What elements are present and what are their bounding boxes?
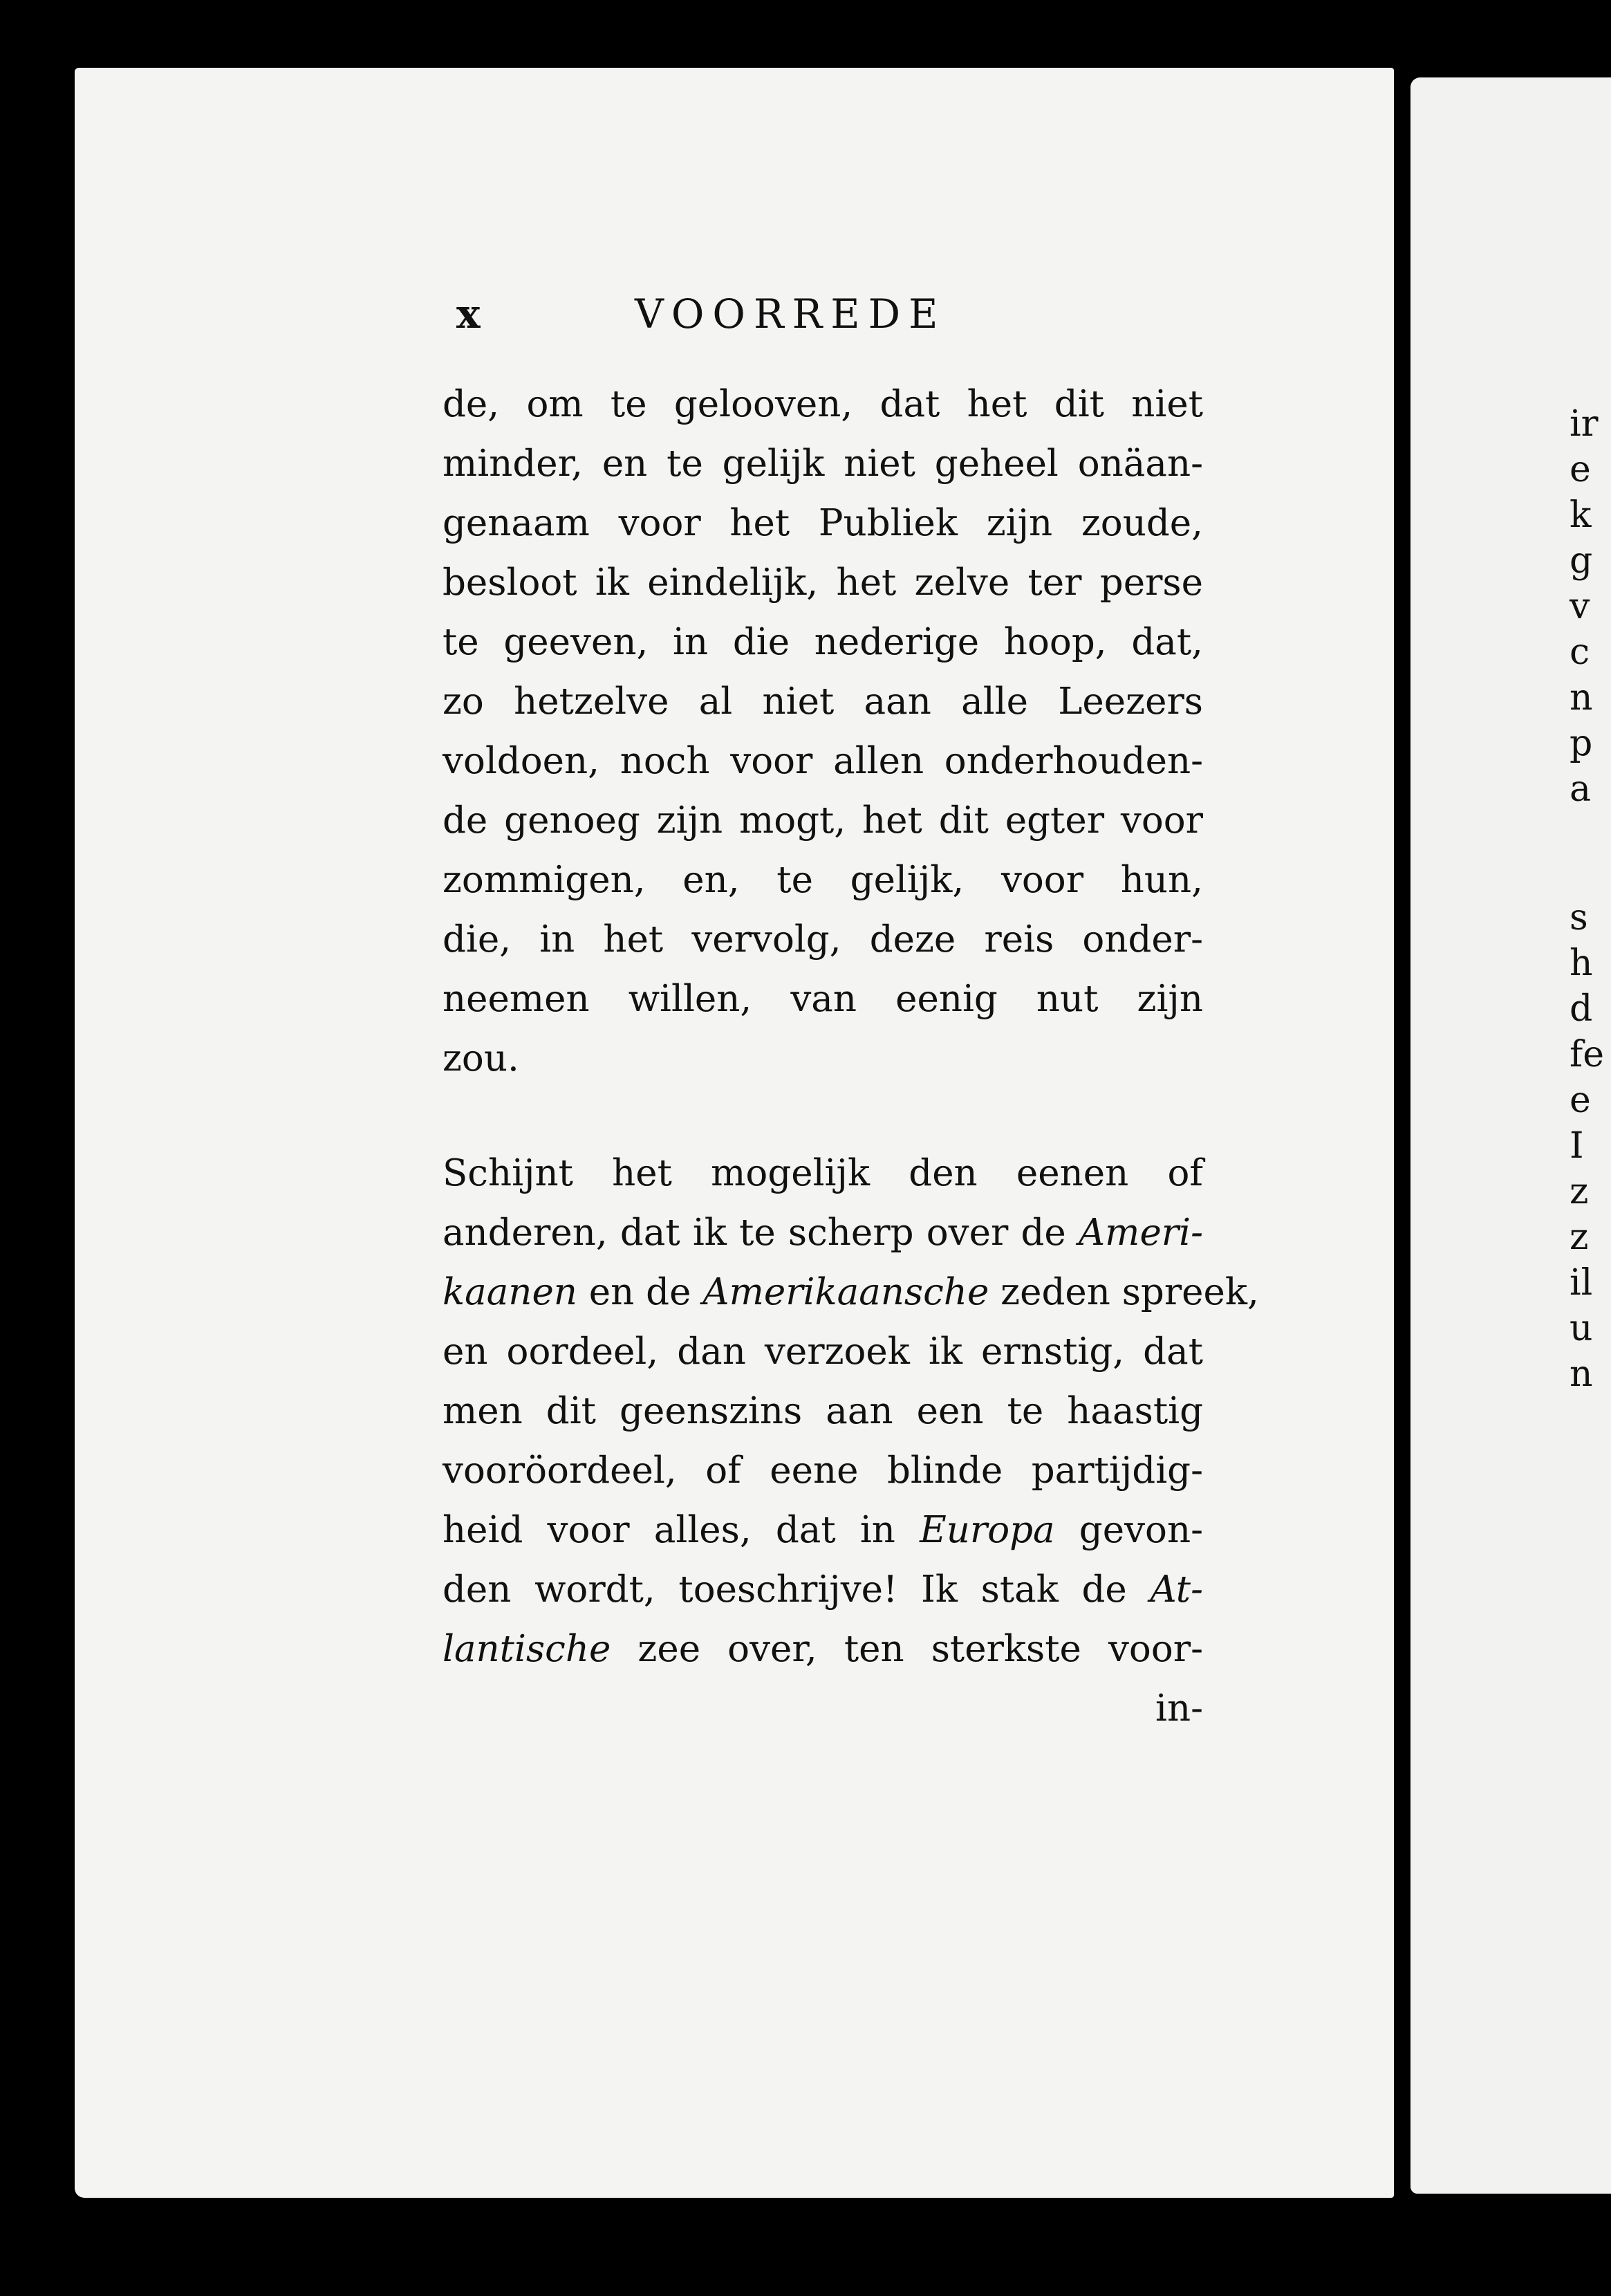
margin-letter: z	[1570, 1216, 1589, 1258]
margin-letter: v	[1570, 586, 1590, 627]
paragraph-1	[443, 375, 1203, 1089]
margin-letter: p	[1570, 723, 1593, 764]
text-line: en oordeel, dan verzoek ik ernstig, dat	[443, 1331, 1203, 1373]
text-line: heid voor alles, dat in Europa gevon-	[443, 1509, 1203, 1551]
paragraph-2	[443, 1144, 1259, 1679]
text-line: de genoeg zijn mogt, het dit egter voor	[443, 799, 1203, 842]
text-line: minder, en te gelijk niet geheel onäan-	[443, 443, 1203, 485]
margin-letter: c	[1570, 631, 1590, 673]
text-line: genaam voor het Publiek zijn zoude,	[443, 502, 1203, 544]
margin-letter: d	[1570, 988, 1593, 1030]
text-line: zou.	[443, 1037, 519, 1080]
margin-letter: fe	[1570, 1034, 1605, 1075]
margin-letter: I	[1570, 1125, 1584, 1167]
text-line: vooröordeel, of eene blinde partijdig-	[443, 1450, 1203, 1492]
margin-letter: u	[1570, 1308, 1593, 1349]
margin-letter: z	[1570, 1171, 1589, 1212]
page-header	[456, 290, 1051, 339]
text-line: kaanen en de Amerikaansche zeden spreek,	[443, 1271, 1259, 1313]
margin-letter: a	[1570, 768, 1592, 810]
text-line: anderen, dat ik te scherp over de Ameri-	[443, 1212, 1203, 1254]
running-head: VOORREDE	[635, 290, 947, 337]
text-line: voldoen, noch voor allen onderhouden-	[443, 740, 1203, 782]
text-line: Schijnt het mogelijk den eenen of	[443, 1152, 1203, 1194]
text-line: besloot ik eindelijk, het zelve ter perse	[443, 562, 1203, 604]
page-body-text	[443, 375, 1259, 1739]
text-line: zo hetzelve al niet aan alle Leezers	[443, 681, 1203, 723]
margin-letter: ir	[1570, 403, 1599, 445]
margin-letter: s	[1570, 897, 1588, 938]
text-line: neemen willen, van eenig nut zijn	[443, 978, 1203, 1020]
margin-letter: e	[1570, 1080, 1591, 1121]
text-line: men dit geenszins aan een te haastig	[443, 1390, 1203, 1432]
margin-letter: il	[1570, 1262, 1593, 1304]
text-line: die, in het vervolg, deze reis onder-	[443, 918, 1203, 961]
margin-letter: h	[1570, 943, 1593, 984]
margin-letter	[1570, 812, 1592, 895]
text-line: te geeven, in die nederige hoop, dat,	[443, 621, 1203, 663]
text-line: lantische zee over, ten sterkste voor-	[443, 1628, 1203, 1670]
page-number: x	[456, 290, 481, 337]
catchword: in-	[1155, 1687, 1203, 1730]
facing-page-margin-letters	[1570, 401, 1605, 1397]
margin-letter: g	[1570, 540, 1593, 582]
margin-letter: n	[1570, 677, 1593, 719]
margin-letter: k	[1570, 494, 1592, 536]
text-line: de, om te gelooven, dat het dit niet	[443, 383, 1203, 425]
margin-letter: n	[1570, 1353, 1593, 1395]
text-line: zommigen, en, te gelijk, voor hun,	[443, 859, 1203, 901]
margin-letter: e	[1570, 449, 1591, 490]
text-line: den wordt, toeschrijve! Ik stak de At-	[443, 1568, 1203, 1611]
